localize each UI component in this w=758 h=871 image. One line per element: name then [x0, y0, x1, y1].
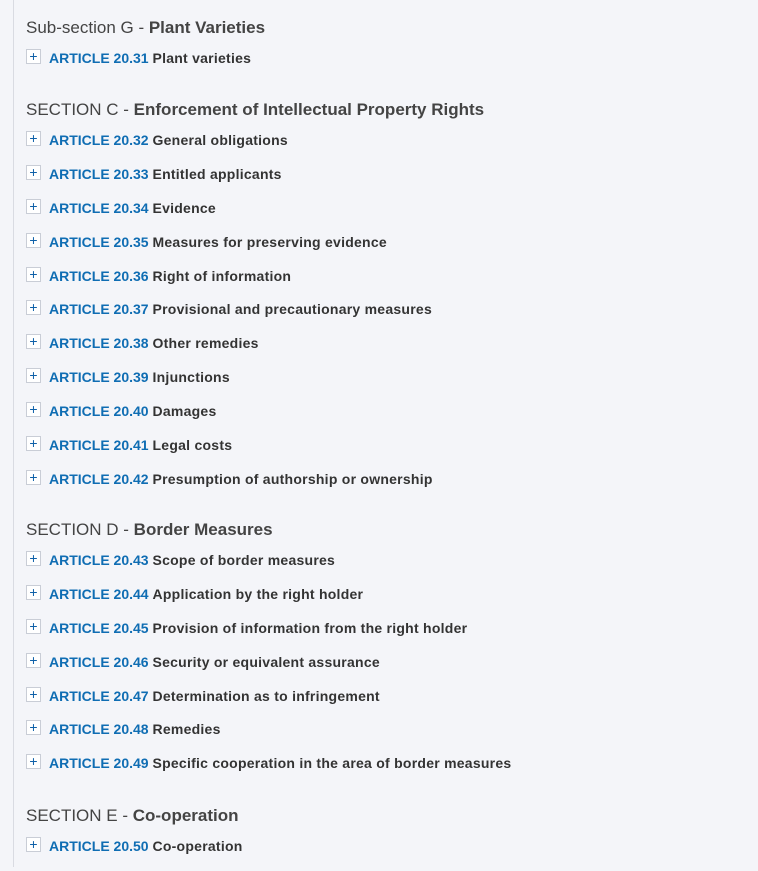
- expand-plus-icon[interactable]: +: [26, 470, 41, 485]
- article-title: Specific cooperation in the area of border measures: [152, 755, 512, 772]
- article-number-link[interactable]: ARTICLE 20.31: [49, 50, 149, 66]
- expand-plus-icon[interactable]: +: [26, 754, 41, 769]
- expand-plus-icon[interactable]: +: [26, 585, 41, 600]
- subsection-g-group: [26, 18, 265, 83]
- article-item[interactable]: [26, 267, 484, 301]
- section-heading-prefix: SECTION E -: [26, 806, 133, 825]
- expand-plus-icon[interactable]: +: [26, 551, 41, 566]
- section-heading-title: Plant Varieties: [148, 18, 266, 37]
- article-title: Right of information: [152, 267, 292, 284]
- article-number-link[interactable]: ARTICLE 20.37: [49, 301, 149, 318]
- article-number-link[interactable]: ARTICLE 20.48: [49, 721, 149, 738]
- article-title: Application by the right holder: [152, 585, 364, 602]
- article-number-link[interactable]: ARTICLE 20.42: [49, 470, 149, 487]
- article-number-link[interactable]: ARTICLE 20.49: [49, 755, 149, 772]
- article-title: Damages: [152, 403, 217, 420]
- article-number-link[interactable]: ARTICLE 20.43: [49, 552, 149, 568]
- article-item[interactable]: [26, 651, 380, 687]
- expand-plus-icon[interactable]: +: [26, 233, 41, 248]
- article-item[interactable]: [26, 165, 484, 199]
- article-number-link[interactable]: ARTICLE 20.36: [49, 267, 149, 284]
- article-title: Measures for preserving evidence: [152, 233, 387, 250]
- article-title: Plant varieties: [152, 50, 252, 66]
- expand-plus-icon[interactable]: +: [26, 131, 41, 146]
- article-item[interactable]: [26, 836, 243, 871]
- section-heading-prefix: SECTION C -: [26, 100, 134, 119]
- expand-plus-icon[interactable]: +: [26, 199, 41, 214]
- article-item[interactable]: [26, 131, 484, 165]
- article-title: Entitled applicants: [152, 165, 282, 182]
- expand-plus-icon[interactable]: +: [26, 837, 41, 852]
- article-title: Scope of border measures: [152, 552, 336, 568]
- article-number-link[interactable]: ARTICLE 20.40: [49, 403, 149, 420]
- article-item[interactable]: [26, 300, 484, 334]
- article-number-link[interactable]: ARTICLE 20.46: [49, 653, 149, 670]
- article-number-link[interactable]: ARTICLE 20.34: [49, 199, 149, 216]
- expand-plus-icon[interactable]: +: [26, 267, 41, 282]
- expand-plus-icon[interactable]: +: [26, 653, 41, 668]
- article-item[interactable]: [26, 402, 484, 436]
- article-item[interactable]: [26, 550, 336, 585]
- expand-plus-icon[interactable]: +: [26, 436, 41, 451]
- article-title: Injunctions: [152, 369, 230, 386]
- expand-plus-icon[interactable]: +: [26, 165, 41, 180]
- article-title: Provisional and precautionary measures: [152, 301, 432, 318]
- article-title: Determination as to infringement: [152, 687, 380, 704]
- article-item[interactable]: [26, 720, 273, 754]
- article-number-link[interactable]: ARTICLE 20.41: [49, 437, 149, 454]
- section-heading: [26, 100, 484, 120]
- article-number-link[interactable]: ARTICLE 20.39: [49, 369, 149, 386]
- article-number-link[interactable]: ARTICLE 20.47: [49, 687, 149, 704]
- expand-plus-icon[interactable]: +: [26, 300, 41, 315]
- article-item[interactable]: [26, 334, 484, 368]
- left-border-line: [13, 0, 14, 867]
- article-title: Other remedies: [152, 335, 259, 352]
- section-d-group: [26, 520, 512, 788]
- article-number-link[interactable]: ARTICLE 20.38: [49, 335, 149, 352]
- article-number-link[interactable]: ARTICLE 20.32: [49, 132, 149, 148]
- expand-plus-icon[interactable]: +: [26, 402, 41, 417]
- article-item[interactable]: [26, 753, 512, 788]
- expand-plus-icon[interactable]: +: [26, 368, 41, 383]
- section-heading-title: Enforcement of Intellectual Property Rights: [133, 100, 485, 119]
- article-number-link[interactable]: ARTICLE 20.33: [49, 165, 149, 182]
- section-heading: [26, 520, 273, 540]
- section-heading: [26, 806, 239, 826]
- article-item[interactable]: [26, 199, 484, 233]
- section-heading-prefix: Sub-section G -: [26, 18, 149, 37]
- article-item[interactable]: [26, 233, 484, 267]
- expand-plus-icon[interactable]: +: [26, 619, 41, 634]
- article-number-link[interactable]: ARTICLE 20.44: [49, 585, 149, 602]
- article-title: Evidence: [152, 199, 216, 216]
- section-heading-title: Border Measures: [133, 520, 273, 539]
- expand-plus-icon[interactable]: +: [26, 720, 41, 735]
- article-title: Provision of information from the right holder: [152, 619, 468, 636]
- article-number-link[interactable]: ARTICLE 20.45: [49, 619, 149, 636]
- section-heading-prefix: SECTION D -: [26, 520, 134, 539]
- article-item[interactable]: [26, 49, 265, 83]
- article-title: Remedies: [152, 721, 221, 738]
- expand-plus-icon[interactable]: +: [26, 687, 41, 702]
- article-item[interactable]: [26, 583, 364, 619]
- article-item[interactable]: [26, 470, 484, 504]
- article-number-link[interactable]: ARTICLE 20.50: [49, 838, 149, 854]
- article-item[interactable]: [26, 617, 468, 653]
- article-item[interactable]: [26, 436, 484, 470]
- section-heading: [26, 18, 265, 38]
- article-title: General obligations: [152, 132, 288, 148]
- article-title: Presumption of authorship or ownership: [152, 470, 433, 487]
- section-c-group: [26, 100, 484, 504]
- expand-plus-icon[interactable]: +: [26, 334, 41, 349]
- article-title: Co-operation: [152, 838, 243, 854]
- article-item[interactable]: [26, 685, 380, 721]
- article-title: Security or equivalent assurance: [152, 653, 380, 670]
- expand-plus-icon[interactable]: +: [26, 49, 41, 64]
- section-heading-title: Co-operation: [132, 806, 239, 825]
- article-number-link[interactable]: ARTICLE 20.35: [49, 233, 149, 250]
- section-e-group: [26, 806, 243, 871]
- article-item[interactable]: [26, 368, 484, 402]
- article-title: Legal costs: [152, 437, 233, 454]
